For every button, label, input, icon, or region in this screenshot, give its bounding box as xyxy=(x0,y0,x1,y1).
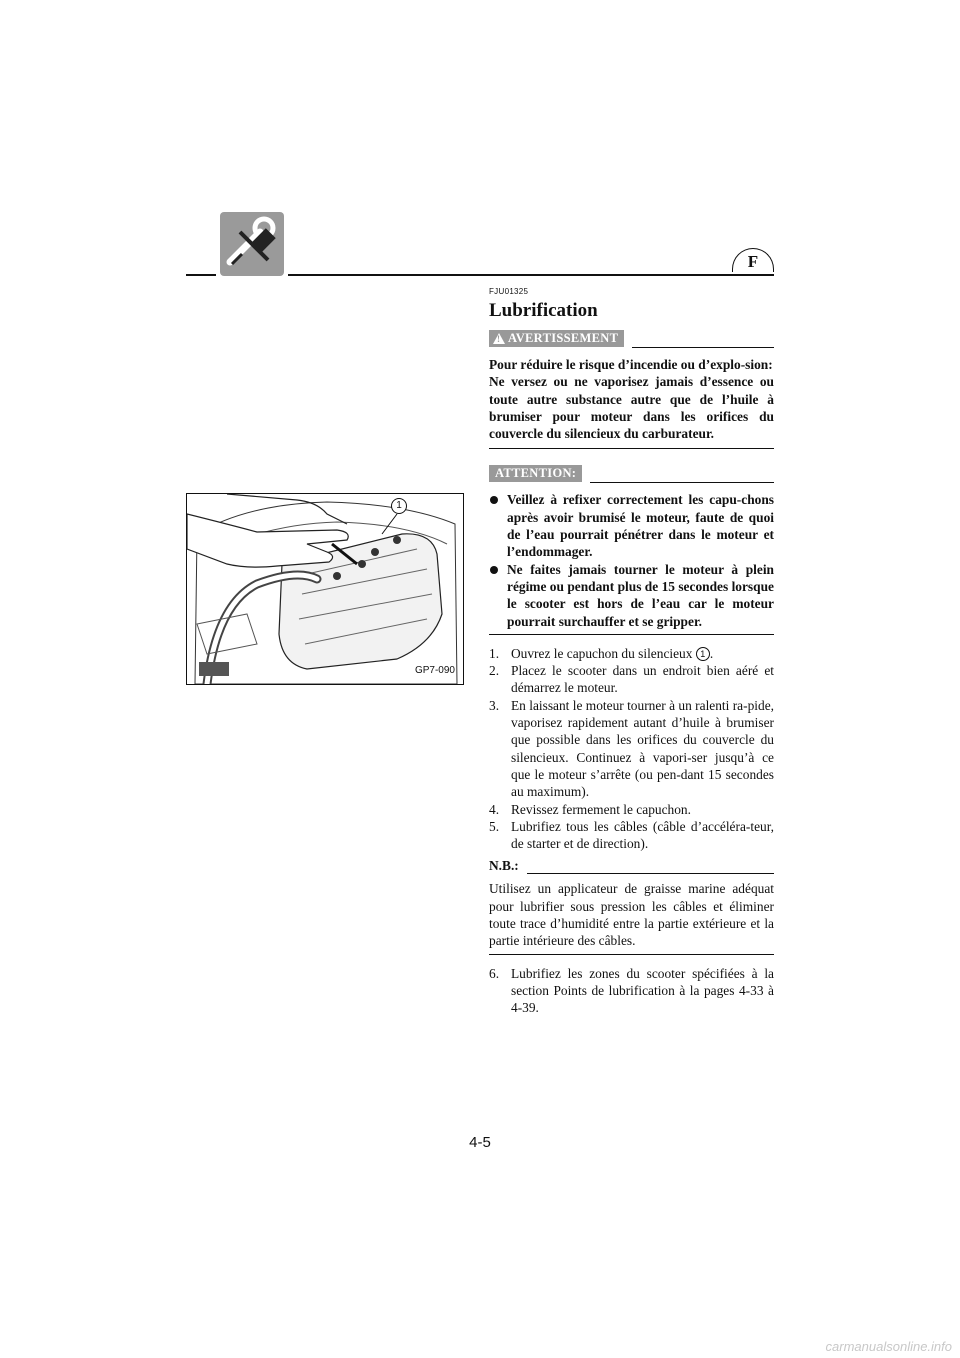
attention-list xyxy=(489,491,774,629)
note-end-rule xyxy=(489,954,774,955)
content-column xyxy=(489,287,774,1017)
step-text: Placez le scooter dans un endroit bien aéré et démarrez le moteur. xyxy=(511,663,774,696)
step-number: 1. xyxy=(489,645,500,661)
warning-icon: ! xyxy=(493,333,505,344)
step-item xyxy=(489,801,774,818)
tools-icon xyxy=(220,212,284,276)
attention-item-text: Ne faites jamais tourner le moteur à plein régime ou pendant plus de 15 secondes lorsque le scooter est hors de l’eau car le moteur pourrait surchauffer et se gripper. xyxy=(507,561,774,629)
procedure-steps-continued xyxy=(489,965,774,1017)
step-number: 6. xyxy=(489,965,500,981)
step-number: 3. xyxy=(489,697,500,713)
attention-header xyxy=(489,463,774,483)
step-text: Revissez fermement le capuchon. xyxy=(511,801,691,817)
warning-line: Pour réduire le risque d’incendie ou d’explo-sion: xyxy=(489,357,773,372)
step-item xyxy=(489,965,774,1017)
bullet-icon xyxy=(490,566,498,574)
note-text: Utilisez un applicateur de graisse marine adéquat pour lubrifier sous pression les câbles et éliminer toute trace d’humidité entre la partie extérieure et la partie intérieure des câbles. xyxy=(489,881,774,949)
warning-end-rule xyxy=(489,448,774,449)
step-number: 2. xyxy=(489,663,500,679)
step-item xyxy=(489,818,774,853)
warning-text xyxy=(489,356,774,442)
step-text: Lubrifiez tous les câbles (câble d’accéléra-teur, de starter et de direction). xyxy=(511,818,774,852)
attention-item xyxy=(489,561,774,630)
attention-end-rule xyxy=(489,634,774,635)
attention-label: ATTENTION: xyxy=(489,465,582,482)
attention-item xyxy=(489,491,774,560)
warning-header xyxy=(489,328,774,348)
warning-label xyxy=(489,330,624,347)
page-number: 4-5 xyxy=(469,1134,491,1151)
section-title: Lubrification xyxy=(489,300,598,321)
warning-label-text: AVERTISSEMENT xyxy=(508,330,619,345)
step-number: 5. xyxy=(489,818,500,834)
section-code: FJU01325 xyxy=(489,287,529,296)
callout-ref: 1 xyxy=(696,647,710,661)
header-rule-left xyxy=(186,274,216,276)
warning-rule xyxy=(632,347,774,348)
attention-item-text: Veillez à refixer correctement les capu-chons après avoir brumisé le moteur, faute de quoi de l’eau pourrait pénétrer dans le moteur et l’endommager. xyxy=(507,492,774,560)
language-badge: F xyxy=(732,248,774,272)
step-item xyxy=(489,697,774,801)
header-rule-right xyxy=(288,274,774,276)
bullet-icon xyxy=(490,496,498,504)
callout-number: 1 xyxy=(391,498,407,514)
step-text: Ouvrez le capuchon du silencieux xyxy=(511,645,693,661)
note-label: N.B.: xyxy=(489,858,519,874)
illustration-code: GP7-090 xyxy=(414,665,455,676)
procedure-steps xyxy=(489,645,774,853)
step-text: En laissant le moteur tourner à un ralenti ra-pide, vaporisez rapidement autant d’huile à brumiser que possible dans les orifices du couvercle du silencieux. Continuez à vapori-ser jusqu’à ce que le moteur s’arrête (ou pen-dant 15 secondes au maximum). xyxy=(511,697,774,800)
note-header xyxy=(489,858,774,874)
note-rule xyxy=(527,873,774,874)
engine-illustration xyxy=(186,493,464,685)
step-item xyxy=(489,645,774,662)
attention-rule xyxy=(590,482,774,483)
watermark: carmanualsonline.info xyxy=(825,1339,952,1354)
step-text: Lubrifiez les zones du scooter spécifiées à la section Points de lubrification à la pages 4-33 à 4-39. xyxy=(511,965,774,1016)
step-suffix: . xyxy=(709,645,714,661)
step-item xyxy=(489,662,774,697)
step-number: 4. xyxy=(489,801,500,817)
warning-line: Ne versez ou ne vaporisez jamais d’essence ou toute autre substance autre que de l’huile à brumiser pour moteur dans les orifices du couvercle du silencieux du carburateur. xyxy=(489,374,774,442)
